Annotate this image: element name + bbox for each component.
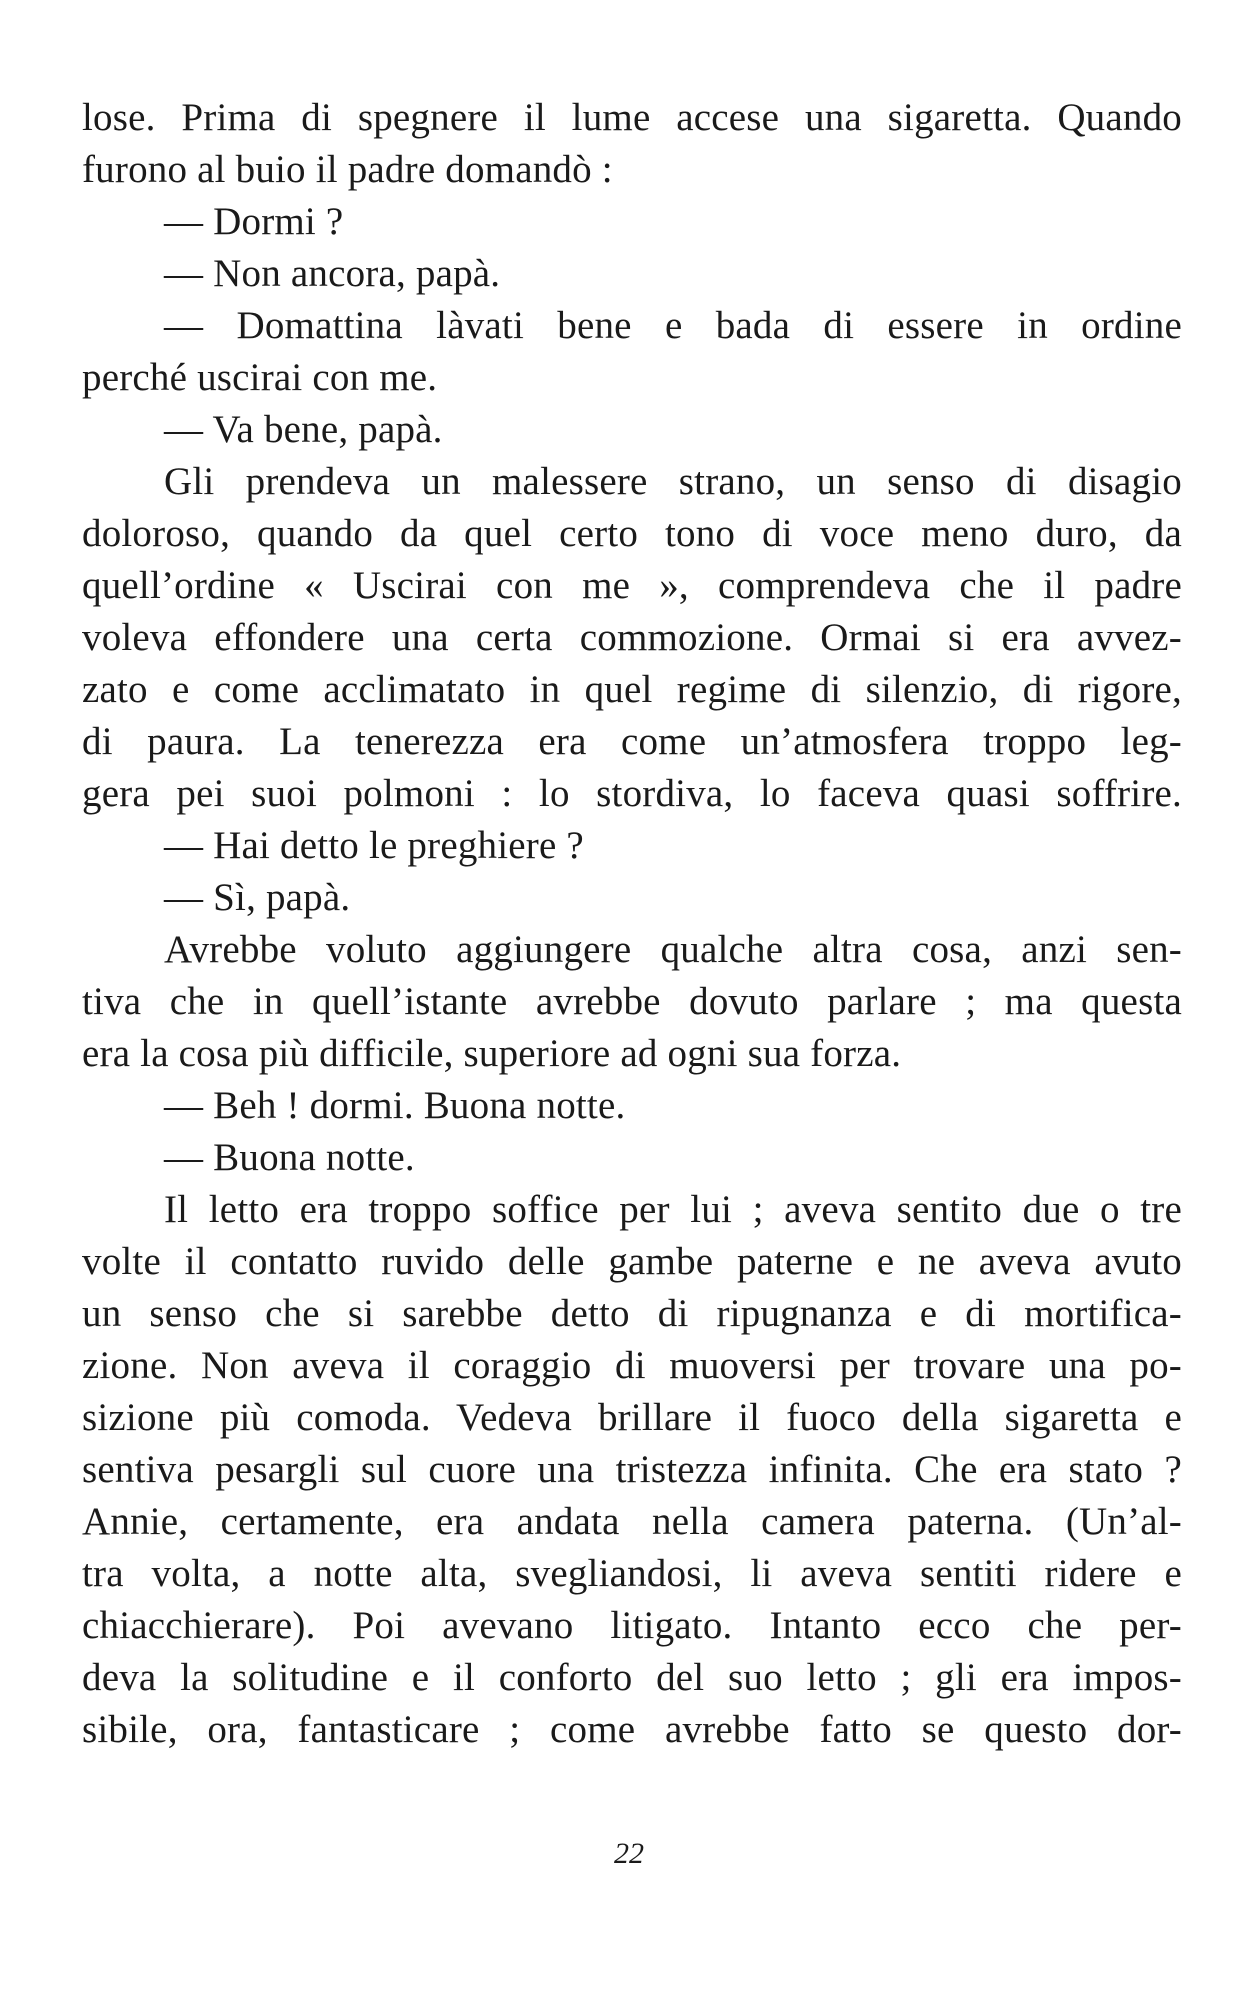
text-line: Annie, certamente, era andata nella camera paterna. (Un’al- xyxy=(82,1500,1182,1543)
text-line: sizione più comoda. Vedeva brillare il fuoco della sigaretta e xyxy=(82,1396,1182,1439)
text-line: voleva effondere una certa commozione. Ormai si era avvez- xyxy=(82,616,1182,659)
text-line: Il letto era troppo soffice per lui ; aveva sentito due o tre xyxy=(164,1188,1182,1231)
page-number: 22 xyxy=(614,1837,644,1870)
text-line: tra volta, a notte alta, svegliandosi, li aveva sentiti ridere e xyxy=(82,1552,1182,1595)
text-line: lose. Prima di spegnere il lume accese una sigaretta. Quando xyxy=(82,96,1182,139)
text-line: quell’ordine « Uscirai con me », comprendeva che il padre xyxy=(82,564,1182,607)
text-line: Gli prendeva un malessere strano, un senso di disagio xyxy=(164,460,1182,503)
text-line: doloroso, quando da quel certo tono di voce meno duro, da xyxy=(82,512,1182,555)
text-line: Avrebbe voluto aggiungere qualche altra cosa, anzi sen- xyxy=(164,928,1182,971)
text-line: — Va bene, papà. xyxy=(164,408,443,451)
text-line: — Dormi ? xyxy=(164,200,344,243)
text-line: — Hai detto le preghiere ? xyxy=(164,824,584,867)
text-line: — Domattina làvati bene e bada di essere in ordine xyxy=(164,304,1182,347)
text-line: gera pei suoi polmoni : lo stordiva, lo faceva quasi soffrire. xyxy=(82,772,1182,815)
text-line: tiva che in quell’istante avrebbe dovuto parlare ; ma questa xyxy=(82,980,1182,1023)
text-line: perché uscirai con me. xyxy=(82,356,438,399)
text-line: zato e come acclimatato in quel regime di silenzio, di rigore, xyxy=(82,668,1182,711)
text-line: chiacchierare). Poi avevano litigato. Intanto ecco che per- xyxy=(82,1604,1182,1647)
text-line: — Beh ! dormi. Buona notte. xyxy=(164,1084,626,1127)
text-line: deva la solitudine e il conforto del suo letto ; gli era impos- xyxy=(82,1656,1182,1699)
text-line: sibile, ora, fantasticare ; come avrebbe fatto se questo dor- xyxy=(82,1708,1182,1751)
text-line: era la cosa più difficile, superiore ad ogni sua forza. xyxy=(82,1032,902,1075)
text-line: sentiva pesargli sul cuore una tristezza infinita. Che era stato ? xyxy=(82,1448,1182,1491)
text-line: — Non ancora, papà. xyxy=(164,252,501,295)
text-line: un senso che si sarebbe detto di ripugnanza e di mortifica- xyxy=(82,1292,1182,1335)
text-line: — Buona notte. xyxy=(164,1136,415,1179)
text-line: volte il contatto ruvido delle gambe paterne e ne aveva avuto xyxy=(82,1240,1182,1283)
text-line: di paura. La tenerezza era come un’atmosfera troppo leg- xyxy=(82,720,1182,763)
text-line: furono al buio il padre domandò : xyxy=(82,148,613,191)
text-line: — Sì, papà. xyxy=(164,876,351,919)
text-line: zione. Non aveva il coraggio di muoversi per trovare una po- xyxy=(82,1344,1182,1387)
